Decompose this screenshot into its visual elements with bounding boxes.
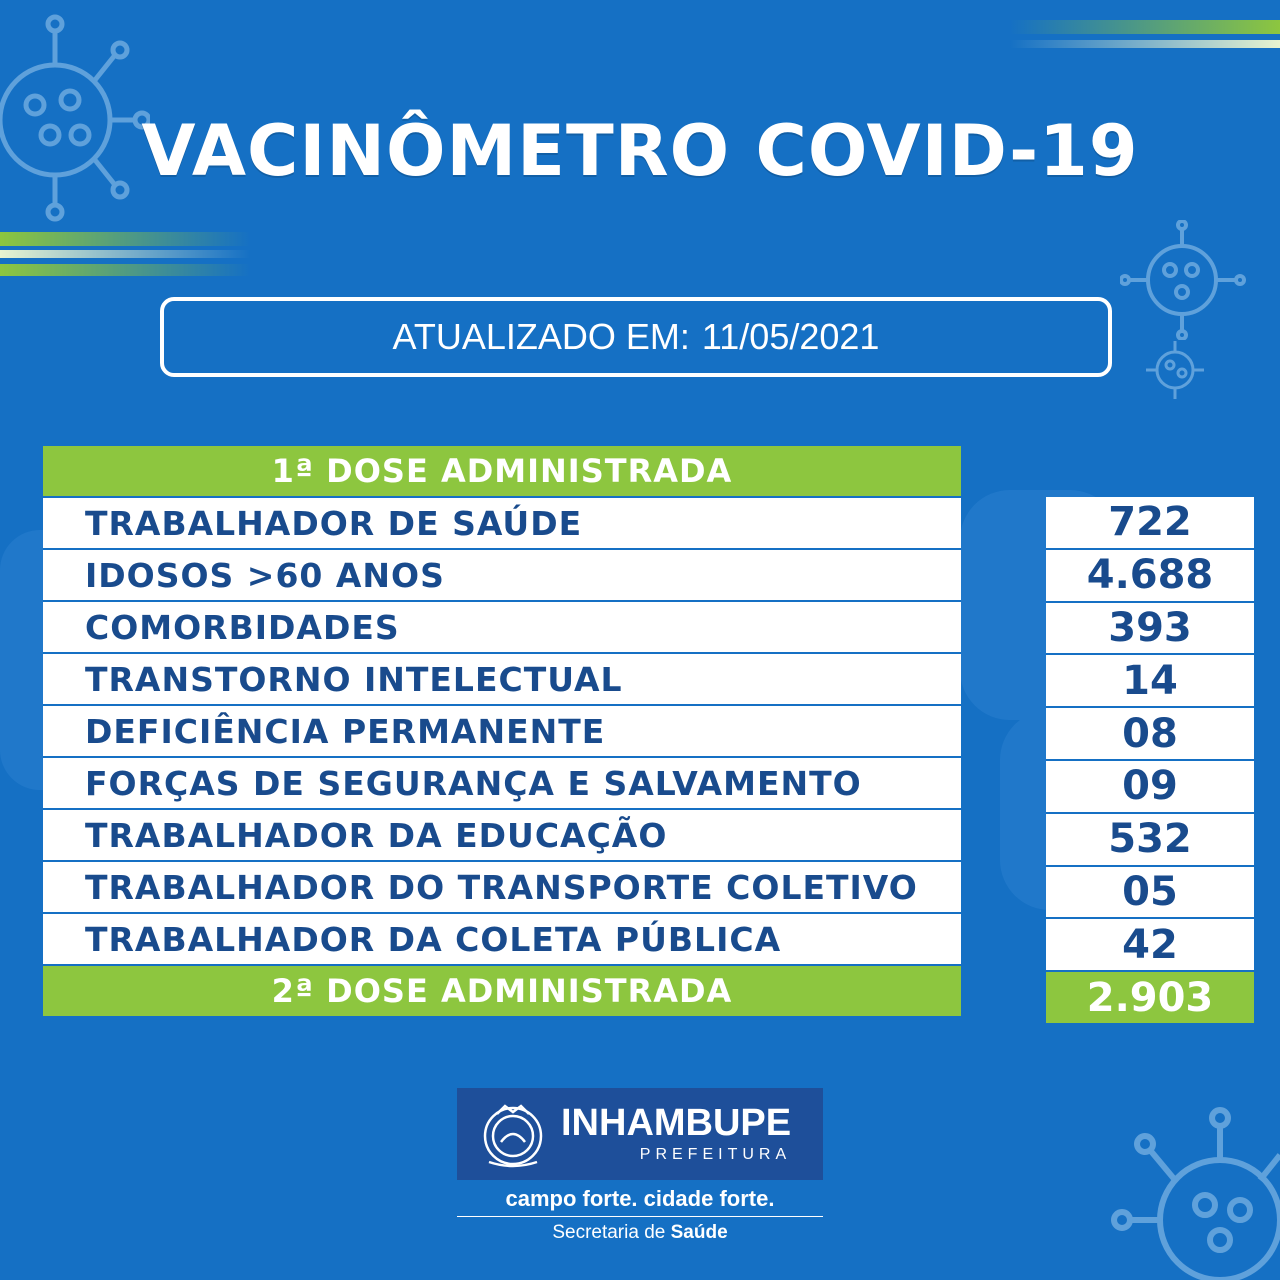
logo-sub: PREFEITURA — [639, 1146, 792, 1163]
stripe-top-right-2 — [1010, 40, 1280, 48]
updated-date: 11/05/2021 — [701, 316, 880, 357]
city-logo — [457, 1088, 823, 1180]
secretaria-name: Saúde — [670, 1222, 728, 1243]
virus-icon — [1110, 1090, 1280, 1280]
table-row-label: TRABALHADOR DA EDUCAÇÃO — [43, 810, 961, 862]
table-row-label: COMORBIDADES — [43, 602, 961, 654]
secretaria-prefix: Secretaria de — [552, 1222, 666, 1243]
updated-date-box — [160, 297, 1112, 377]
stripe-left-1 — [0, 232, 250, 246]
virus-icon — [1120, 220, 1250, 340]
slogan: campo forte. cidade forte. — [505, 1186, 775, 1211]
logo-name: INHAMBUPE — [561, 1102, 792, 1144]
city-emblem-icon — [475, 1096, 551, 1172]
table-row-label: IDOSOS >60 ANOS — [43, 550, 961, 602]
second-dose-label: 2ª DOSE ADMINISTRADA — [43, 966, 961, 1018]
table-row-value: 393 — [1046, 603, 1254, 656]
divider — [457, 1216, 823, 1217]
secretaria-text — [457, 1222, 823, 1244]
table-row-value: 14 — [1046, 655, 1254, 708]
table-row-value: 4.688 — [1046, 550, 1254, 603]
first-dose-header: 1ª DOSE ADMINISTRADA — [43, 446, 961, 498]
table-row-label: TRABALHADOR DA COLETA PÚBLICA — [43, 914, 961, 966]
stripe-left-2 — [0, 264, 250, 276]
table-row-value: 722 — [1046, 497, 1254, 550]
updated-label: ATUALIZADO EM: — [392, 316, 690, 357]
stripe-top-right-1 — [1010, 20, 1280, 34]
table-row-value: 09 — [1046, 761, 1254, 814]
table-row-label: TRABALHADOR DE SAÚDE — [43, 498, 961, 550]
vaccination-table — [43, 446, 961, 1018]
logo-text — [561, 1104, 791, 1164]
table-row-label: FORÇAS DE SEGURANÇA E SALVAMENTO — [43, 758, 961, 810]
table-row-label: TRANSTORNO INTELECTUAL — [43, 654, 961, 706]
table-row-label: TRABALHADOR DO TRANSPORTE COLETIVO — [43, 862, 961, 914]
table-row-value: 532 — [1046, 814, 1254, 867]
page-title: VACINÔMETRO COVID-19 — [141, 110, 1139, 192]
table-row-label: DEFICIÊNCIA PERMANENTE — [43, 706, 961, 758]
table-row-value: 42 — [1046, 919, 1254, 972]
values-column — [1046, 497, 1254, 1025]
table-row-value: 05 — [1046, 867, 1254, 920]
table-row-value: 08 — [1046, 708, 1254, 761]
stripe-left-3 — [0, 250, 250, 258]
virus-icon — [1140, 335, 1210, 405]
second-dose-value: 2.903 — [1046, 972, 1254, 1025]
